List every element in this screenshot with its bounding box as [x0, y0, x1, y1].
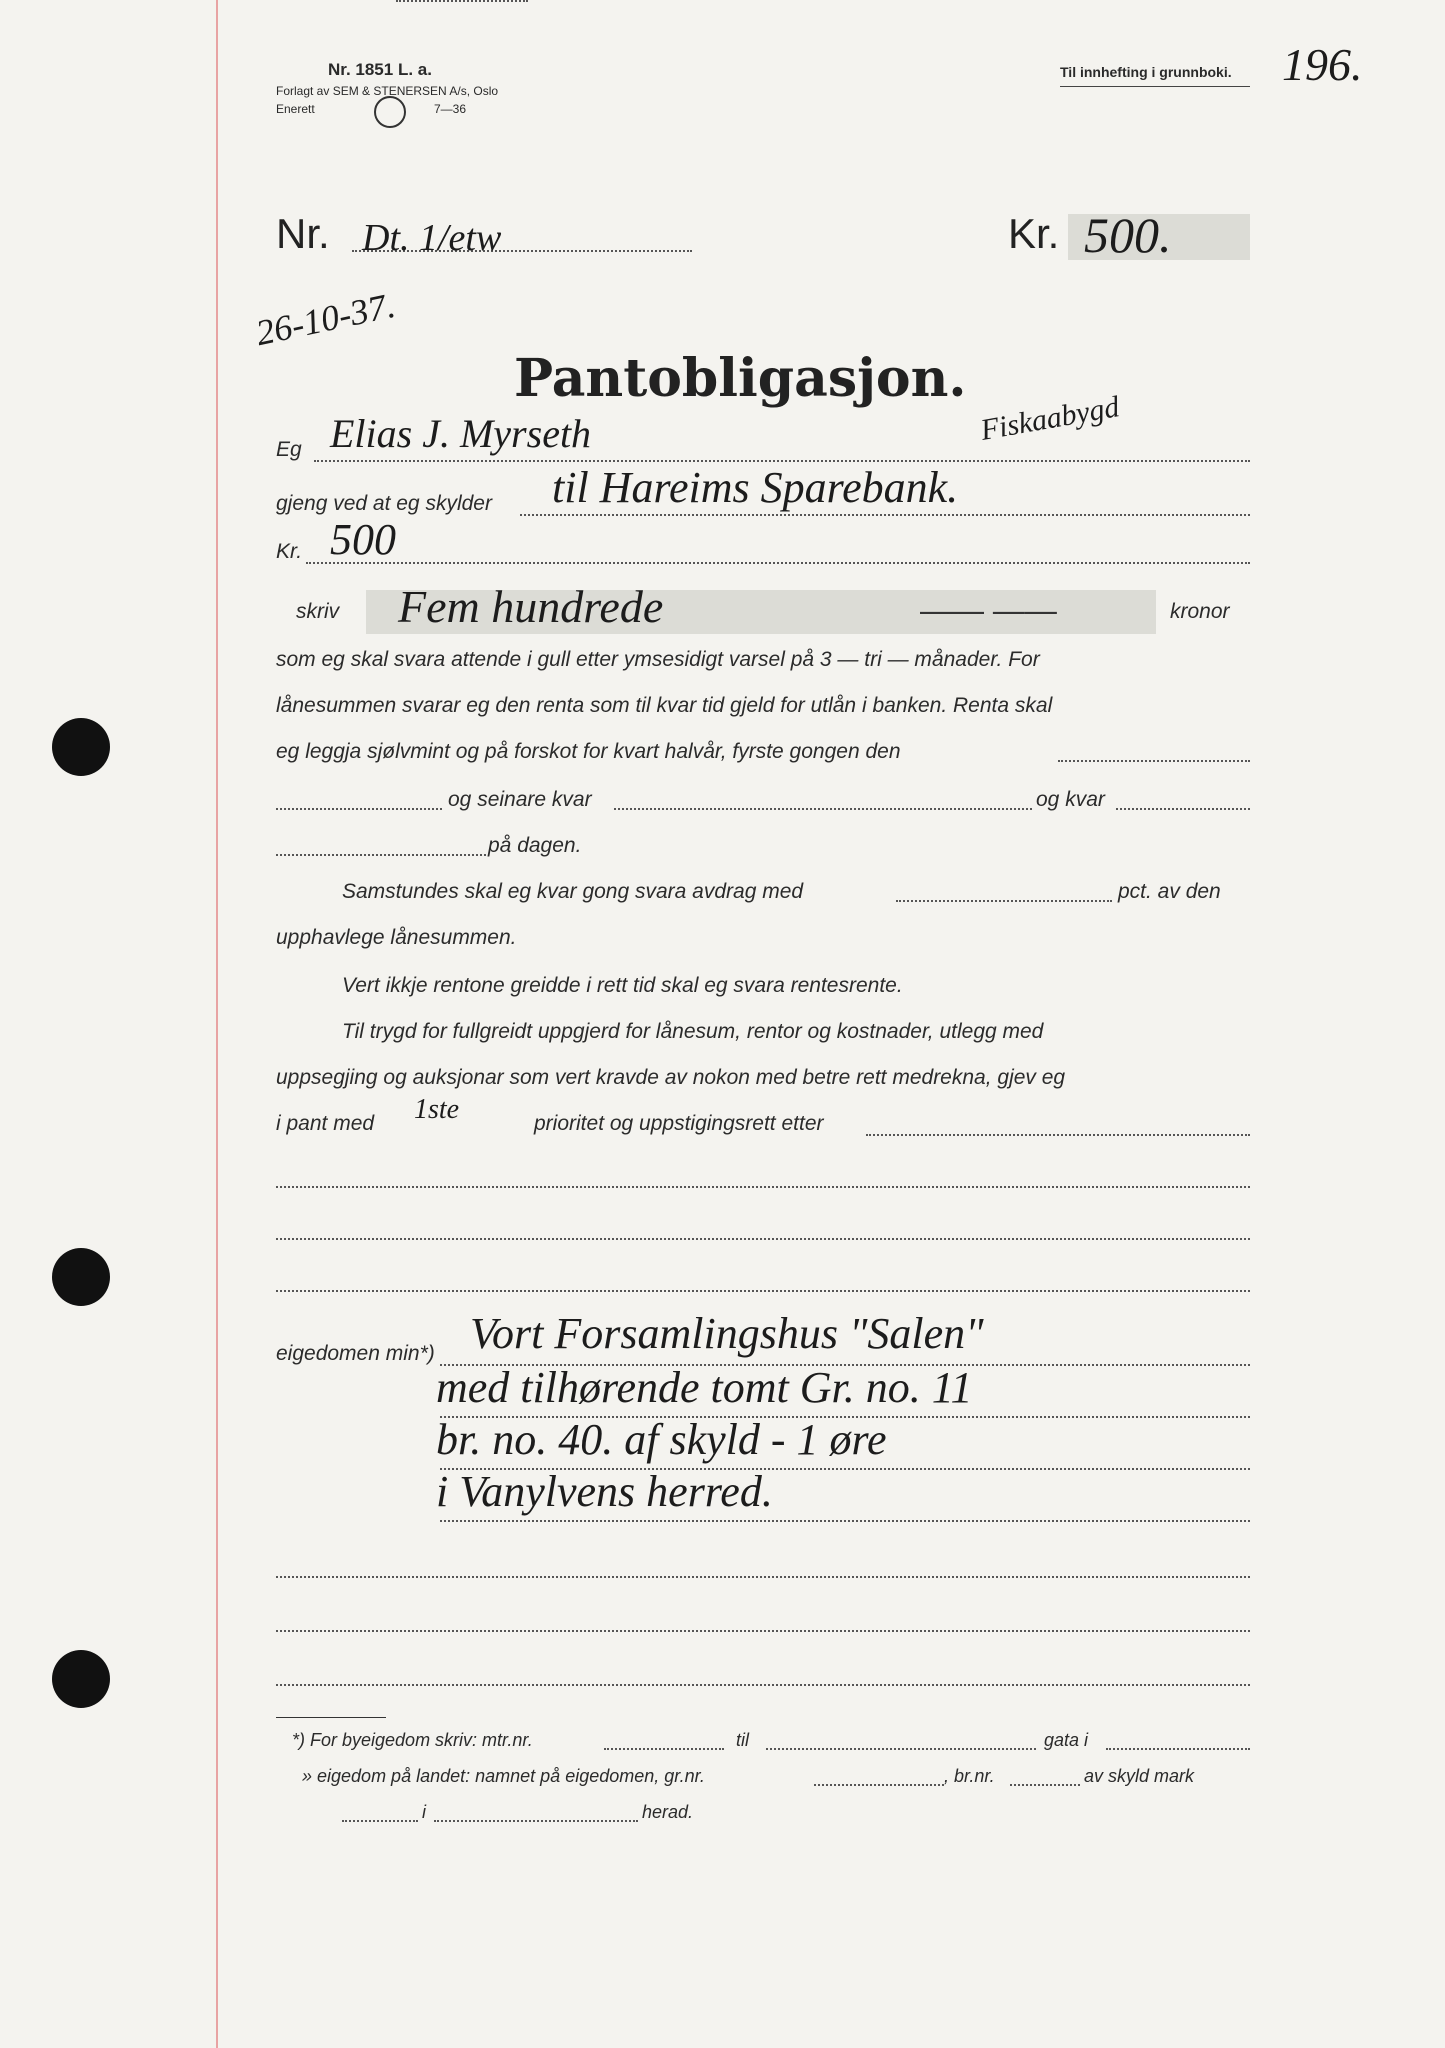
- enerett-label: Enerett: [276, 102, 315, 116]
- p1-line5: på dagen.: [488, 834, 582, 857]
- footnote-rule: [276, 1717, 386, 1718]
- p4-line2: uppsegjing og auksjonar som vert kravde av nokon med betre rett medrekna, gjev eg: [276, 1066, 1066, 1089]
- p1-line4-dots-a: [276, 808, 442, 810]
- nr-label: Nr.: [276, 210, 330, 257]
- amount-kr-label: Kr.: [276, 540, 303, 563]
- property-label: eigedomen min*): [276, 1342, 435, 1365]
- form-number: Nr. 1851 L. a.: [328, 60, 432, 79]
- fn-dots-2: [766, 1748, 1036, 1750]
- p1-line4b: og kvar: [1036, 788, 1105, 811]
- skriv-label: skriv: [296, 600, 340, 623]
- blank-line-4: [276, 1576, 1250, 1578]
- footnote-line2b: , br.nr.: [944, 1766, 995, 1786]
- p4-line1: Til trygd for fullgreidt uppgjerd for lånesum, rentor og kostnader, utlegg med: [342, 1020, 1044, 1043]
- page-title: Pantobligasjon.: [514, 348, 967, 409]
- p1-line4a: og seinare kvar: [448, 788, 592, 811]
- amount-words: Fem hundrede: [398, 581, 664, 632]
- footnote-line1a: *) For byeigedom skriv: mtr.nr.: [292, 1730, 533, 1750]
- publisher-seal: [374, 96, 406, 128]
- owe-label: gjeng ved at eg skylder: [276, 492, 492, 515]
- margin-line: [216, 0, 218, 2048]
- p2-dots: [896, 900, 1112, 902]
- blank-line-3: [276, 1290, 1250, 1292]
- header-rule: [1060, 86, 1250, 87]
- edition: 7—36: [434, 102, 467, 116]
- fn-dots-1: [604, 1748, 724, 1750]
- blank-line-6: [276, 1684, 1250, 1686]
- property-line-1: Vort Forsamlingshus "Salen": [470, 1309, 984, 1358]
- p1-line4-dots-b: [614, 808, 1032, 810]
- debtor-name: Elias J. Myrseth: [330, 411, 592, 456]
- property-line-2: med tilhørende tomt Gr. no. 11: [436, 1363, 973, 1412]
- priority-value: 1ste: [414, 1094, 460, 1125]
- footnote-line1b: til: [736, 1730, 749, 1750]
- blank-line-1: [276, 1186, 1250, 1188]
- p4-line3-dots: [866, 1134, 1250, 1136]
- fn-dots-3: [1106, 1748, 1250, 1750]
- p2-line2: upphavlege lånesummen.: [276, 926, 517, 949]
- publisher: Forlagt av SEM & STENERSEN A/s, Oslo: [276, 84, 499, 98]
- p1-line3: eg leggja sjølvmint og på forskot for kvart halvår, fyrste gongen den: [276, 740, 901, 763]
- punch-hole: [52, 1248, 110, 1306]
- amount-dots: [306, 562, 1250, 564]
- owe-dots: [520, 514, 1250, 516]
- p1-line2: lånesummen svarar eg den renta som til kvar tid gjeld for utlån i banken. Renta skal: [276, 694, 1053, 717]
- kr-value: 500.: [1084, 207, 1172, 263]
- p3-line: Vert ikkje rentone greidde i rett tid skal eg svara rentesrente.: [342, 974, 903, 997]
- page-number: 196.: [1282, 39, 1363, 90]
- filler-line: —— ——: [920, 592, 1057, 628]
- footnote-line3b: herad.: [642, 1802, 694, 1822]
- property-dots-4: [440, 1520, 1250, 1522]
- footnote-line2a: » eigedom på landet: namnet på eigedomen, gr.nr.: [302, 1766, 705, 1786]
- footnote-line3a: i: [422, 1802, 426, 1822]
- punch-hole: [52, 718, 110, 776]
- blank-line-2: [276, 1238, 1250, 1240]
- p4-line3a: i pant med: [276, 1112, 375, 1135]
- footnote-line1c: gata i: [1044, 1730, 1089, 1750]
- footnote-line2c: av skyld mark: [1084, 1766, 1195, 1786]
- p1-line1: som eg skal svara attende i gull etter ymsesidigt varsel på 3 — tri — månader. For: [276, 648, 1040, 671]
- fn-dots-5: [1010, 1784, 1080, 1786]
- p2-line1b: pct. av den: [1118, 880, 1221, 903]
- fn-dots-6: [342, 1820, 418, 1822]
- amount-value: 500: [330, 515, 396, 564]
- creditor: til Hareims Sparebank.: [552, 463, 959, 512]
- p1-line5-dots: [276, 854, 486, 856]
- debtor-place: Fiskaabygd: [978, 390, 1122, 447]
- p4-line3b: prioritet og uppstigingsrett etter: [534, 1112, 824, 1135]
- property-line-4: i Vanylvens herred.: [436, 1467, 773, 1516]
- fn-dots-7: [434, 1820, 638, 1822]
- p1-line3-dots: [1058, 760, 1250, 762]
- p2-line1a: Samstundes skal eg kvar gong svara avdrag med: [342, 880, 804, 903]
- punch-hole: [52, 1650, 110, 1708]
- blank-line-5: [276, 1630, 1250, 1632]
- property-line-3: br. no. 40. af skyld - 1 øre: [436, 1415, 887, 1464]
- binding-note: Til innhefting i grunnboki.: [1060, 64, 1232, 80]
- kr-label: Kr.: [1008, 210, 1060, 257]
- nr-note: Dt. 1/etw: [362, 217, 502, 259]
- priority-dots: [396, 0, 528, 2]
- date-note: 26-10-37.: [252, 284, 399, 354]
- kronor-label: kronor: [1170, 600, 1230, 623]
- fn-dots-4: [814, 1784, 944, 1786]
- eg-label: Eg: [276, 438, 302, 461]
- p1-line4-dots-c: [1116, 808, 1250, 810]
